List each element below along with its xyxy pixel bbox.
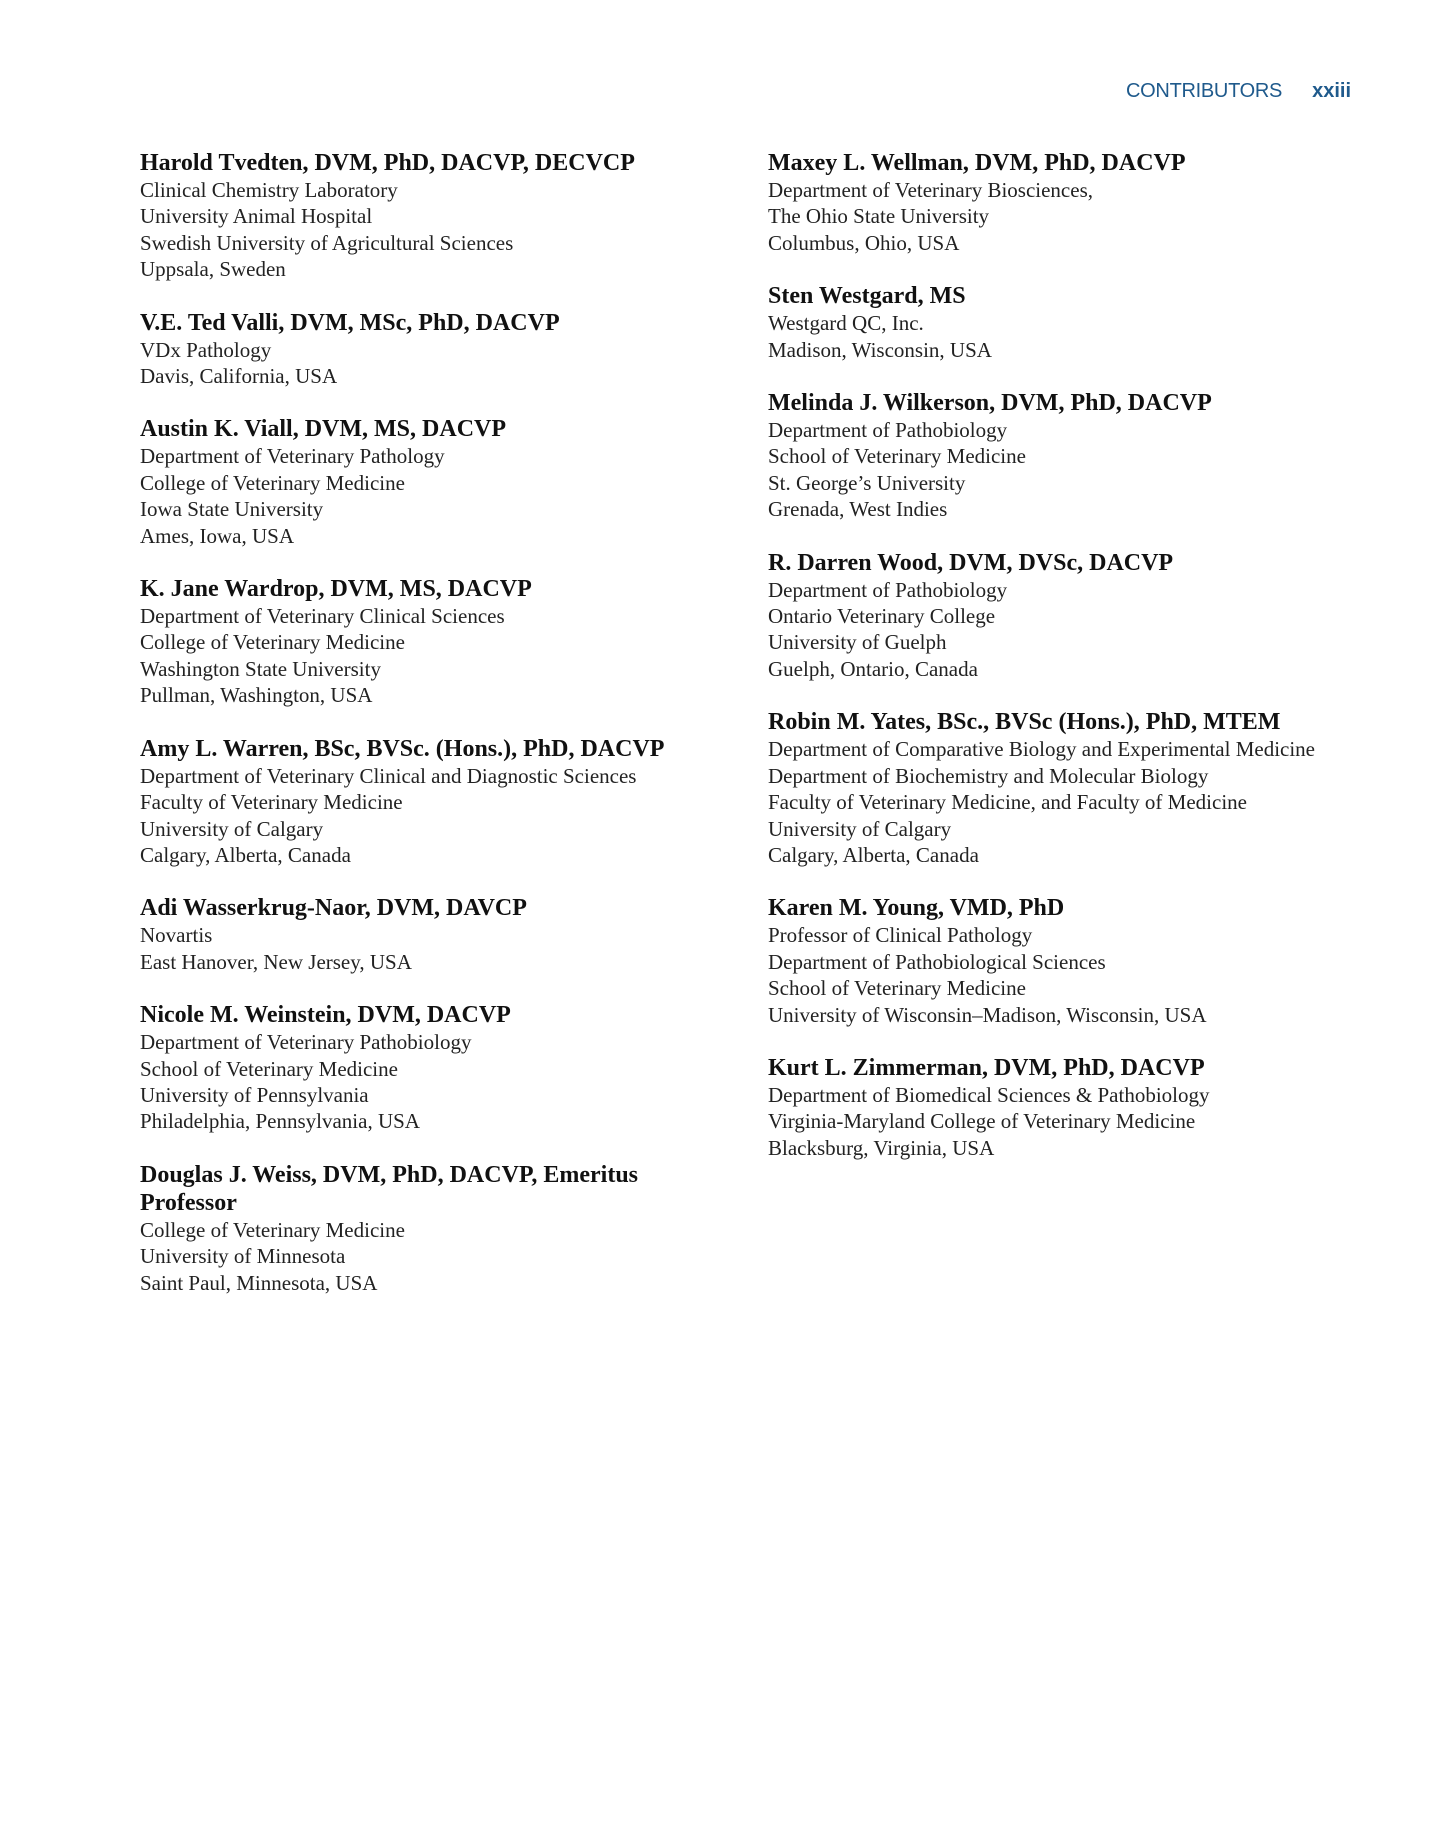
contributor-entry [140, 894, 730, 975]
contributor-entry [768, 894, 1358, 1028]
contributor-entry [768, 282, 1358, 363]
contributor-name: Amy L. Warren, BSc, BVSc. (Hons.), PhD, DACVP [140, 735, 665, 762]
contributor-entry [140, 149, 730, 283]
affiliation-line: Philadelphia, Pennsylvania, USA [140, 1109, 420, 1134]
affiliation-line: Saint Paul, Minnesota, USA [140, 1270, 378, 1295]
affiliation-line: Guelph, Ontario, Canada [768, 656, 978, 681]
affiliation-line: Ontario Veterinary College [768, 604, 996, 629]
contributor-name: Nicole M. Weinstein, DVM, DACVP [140, 1002, 511, 1029]
affiliation-line: Ames, Iowa, USA [140, 523, 294, 548]
contributors-left-column [140, 149, 730, 1296]
contributor-entry [140, 575, 730, 709]
affiliation-line: Department of Pathobiology [768, 418, 1008, 443]
affiliation-line: Novartis [140, 923, 213, 948]
contributor-entry [768, 1054, 1358, 1161]
affiliation-line: College of Veterinary Medicine [140, 1217, 405, 1242]
affiliation-line: Department of Pathobiology [768, 577, 1008, 602]
contributor-name: Douglas J. Weiss, DVM, PhD, DACVP, Emeritus Professor [140, 1161, 639, 1216]
affiliation-line: Madison, Wisconsin, USA [768, 337, 992, 362]
contributor-name: R. Darren Wood, DVM, DVSc, DACVP [768, 549, 1174, 576]
affiliation-line: Uppsala, Sweden [140, 257, 286, 282]
contributor-entry [140, 735, 730, 869]
affiliation-line: Clinical Chemistry Laboratory [140, 178, 398, 202]
running-head [1126, 80, 1351, 103]
contributor-name: Melinda J. Wilkerson, DVM, PhD, DACVP [768, 390, 1212, 417]
affiliation-line: Washington State University [140, 656, 381, 681]
contributor-name: Austin K. Viall, DVM, MS, DACVP [140, 416, 507, 443]
affiliation-line: Westgard QC, Inc. [768, 311, 924, 336]
contributor-entry [140, 1161, 730, 1296]
contributor-entry [140, 309, 730, 390]
affiliation-line: Department of Biochemistry and Molecular Biology [768, 763, 1209, 788]
affiliation-line: University of Calgary [140, 816, 324, 841]
affiliation-line: Faculty of Veterinary Medicine, and Faculty of Medicine [768, 790, 1247, 815]
contributor-name: Kurt L. Zimmerman, DVM, PhD, DACVP [768, 1054, 1205, 1081]
contributor-name: Sten Westgard, MS [768, 283, 966, 310]
affiliation-line: Department of Veterinary Clinical and Diagnostic Sciences [140, 763, 637, 788]
contributor-name: K. Jane Wardrop, DVM, MS, DACVP [140, 576, 532, 603]
contributor-name: Harold Tvedten, DVM, PhD, DACVP, DECVCP [140, 150, 635, 176]
contributor-entry [140, 1001, 730, 1135]
contributor-entry [768, 389, 1358, 523]
affiliation-line: Department of Pathobiological Sciences [768, 949, 1106, 974]
affiliation-line: School of Veterinary Medicine [768, 444, 1026, 469]
affiliation-line: University of Wisconsin–Madison, Wisconsin, USA [768, 1002, 1207, 1027]
contributor-entry [768, 149, 1358, 256]
affiliation-line: Blacksburg, Virginia, USA [768, 1135, 995, 1160]
affiliation-line: Calgary, Alberta, Canada [768, 842, 979, 867]
affiliation-line: Department of Biomedical Sciences & Pathobiology [768, 1082, 1210, 1107]
affiliation-line: University of Calgary [768, 816, 952, 841]
contributor-name: Karen M. Young, VMD, PhD [768, 895, 1065, 922]
section-title: CONTRIBUTORS [1126, 80, 1283, 102]
contributor-entry [768, 708, 1358, 868]
affiliation-line: VDx Pathology [140, 337, 272, 362]
contributor-name: V.E. Ted Valli, DVM, MSc, PhD, DACVP [140, 309, 560, 336]
contributor-entry [140, 415, 730, 549]
affiliation-line: Professor of Clinical Pathology [768, 923, 1033, 948]
affiliation-line: Swedish University of Agricultural Sciences [140, 230, 514, 255]
affiliation-line: Department of Veterinary Biosciences, [768, 178, 1093, 202]
contributors-right-column [768, 149, 1358, 1161]
affiliation-line: School of Veterinary Medicine [140, 1056, 398, 1081]
affiliation-line: Pullman, Washington, USA [140, 683, 373, 708]
affiliation-line: Department of Veterinary Clinical Sciences [140, 604, 505, 629]
contributor-name: Maxey L. Wellman, DVM, PhD, DACVP [768, 150, 1186, 176]
affiliation-line: Department of Comparative Biology and Experimental Medicine [768, 737, 1316, 762]
affiliation-line: St. George’s University [768, 470, 966, 495]
affiliation-line: East Hanover, New Jersey, USA [140, 949, 412, 974]
affiliation-line: School of Veterinary Medicine [768, 976, 1026, 1001]
affiliation-line: Department of Veterinary Pathology [140, 444, 445, 469]
affiliation-line: The Ohio State University [768, 204, 990, 229]
affiliation-line: Columbus, Ohio, USA [768, 230, 960, 255]
page-number: xxiii [1312, 80, 1351, 102]
contributor-name: Robin M. Yates, BSc., BVSc (Hons.), PhD, MTEM [768, 709, 1281, 736]
affiliation-line: Iowa State University [140, 497, 324, 522]
affiliation-line: Calgary, Alberta, Canada [140, 842, 351, 867]
affiliation-line: Grenada, West Indies [768, 497, 948, 522]
affiliation-line: College of Veterinary Medicine [140, 470, 405, 495]
affiliation-line: University of Minnesota [140, 1244, 346, 1269]
affiliation-line: Faculty of Veterinary Medicine [140, 790, 403, 815]
affiliation-line: University Animal Hospital [140, 204, 373, 229]
contributor-name: Adi Wasserkrug-Naor, DVM, DAVCP [140, 895, 527, 922]
affiliation-line: Virginia-Maryland College of Veterinary Medicine [768, 1109, 1196, 1134]
affiliation-line: Davis, California, USA [140, 364, 338, 389]
affiliation-line: University of Guelph [768, 630, 947, 655]
affiliation-line: College of Veterinary Medicine [140, 630, 405, 655]
affiliation-line: University of Pennsylvania [140, 1082, 369, 1107]
contributor-entry [768, 549, 1358, 683]
affiliation-line: Department of Veterinary Pathobiology [140, 1030, 472, 1055]
